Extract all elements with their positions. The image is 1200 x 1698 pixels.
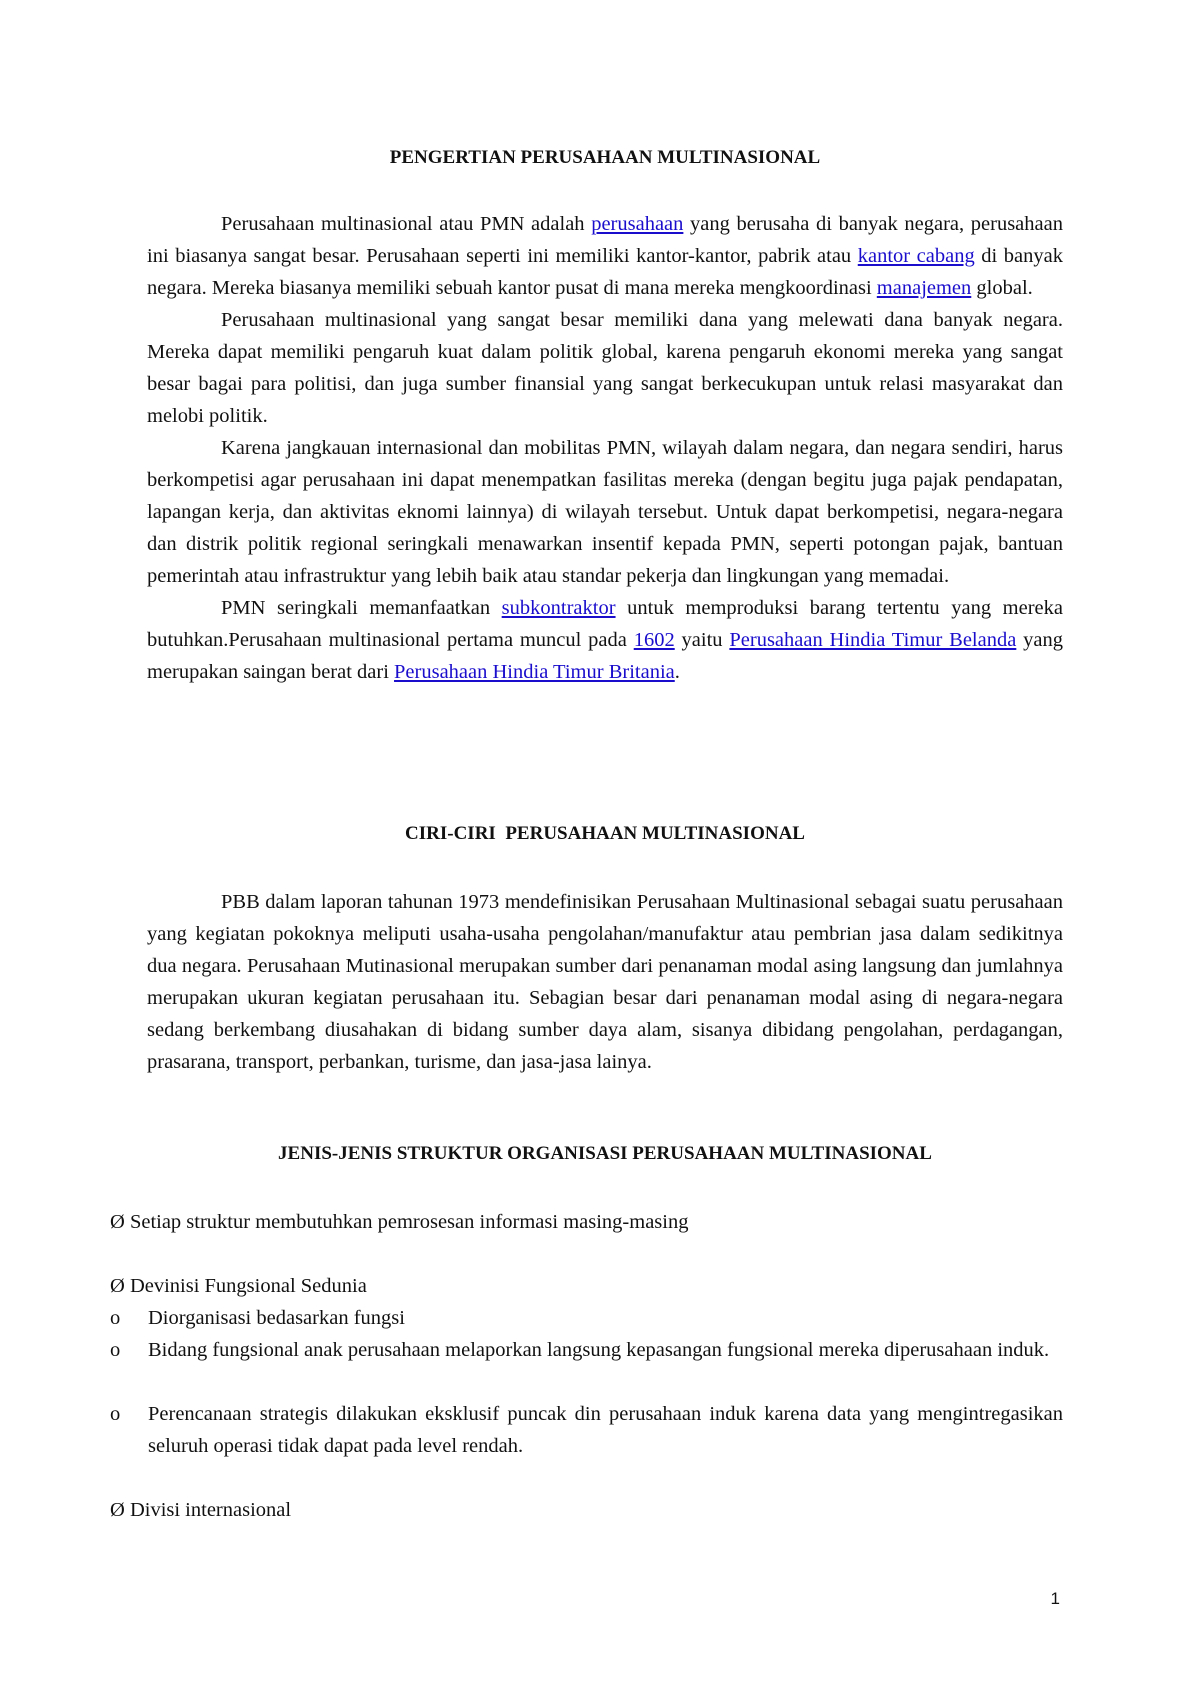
link-subkontraktor[interactable]: subkontraktor <box>501 597 616 619</box>
bullet-text: Divisi internasional <box>129 1499 292 1521</box>
bullet-marker: Ø <box>110 1499 125 1521</box>
section-pengertian <box>147 208 1063 688</box>
paragraph-text: PMN seringkali memanfaatkan <box>221 597 502 619</box>
paragraph-text: global. <box>971 277 1033 299</box>
sub-list-item <box>110 1302 1063 1334</box>
paragraph-text: yaitu <box>674 629 730 651</box>
paragraph-pbb: PBB dalam laporan tahunan 1973 mendefinisikan Perusahaan Multinasional sebagai suatu perusahaan yang kegiatan pokoknya meliputi usaha-usaha pengolahan/manufaktur atau pembrian jasa dalam sedikitnya dua negara. Perusahaan Mutinasional merupakan sumber dari penanaman modal asing langsung dan jumlahnya merupakan ukuran kegiatan perusahaan itu. Sebagian besar dari penanaman modal asing di negara-negara sedang berkembang diusahakan di bidang sumber daya alam, sisanya dibidang pengolahan, perdagangan, prasarana, transport, perbankan, turisme, dan jasa-jasa lainya. <box>147 891 1063 1073</box>
heading-ciri-ciri: CIRI-CIRI PERUSAHAAN MULTINASIONAL <box>405 823 805 844</box>
heading-pengertian: PENGERTIAN PERUSAHAAN MULTINASIONAL <box>389 147 821 168</box>
paragraph-text: di banyak negara. Mereka biasanya memiliki sebuah kantor pusat di mana mereka mengkoordinasi <box>147 245 1063 299</box>
paragraph-text: yang merupakan saingan berat dari <box>147 629 1064 683</box>
sub-list-item <box>110 1334 1063 1366</box>
sub-bullet-marker: o <box>110 1339 121 1361</box>
bullet-item <box>110 1270 1063 1302</box>
link-manajemen[interactable]: manajemen <box>876 277 972 299</box>
bullet-item <box>110 1494 1063 1526</box>
section-ciri-ciri <box>147 886 1063 1078</box>
paragraph-2: Perusahaan multinasional yang sangat besar memiliki dana yang melewati dana banyak negara. Mereka dapat memiliki pengaruh kuat dalam politik global, karena pengaruh ekonomi mereka yang sangat besar bagai para politisi, dan juga sumber finansial yang sangat berkecukupan untuk relasi masyarakat dan melobi politik. <box>147 309 1063 427</box>
link-kantor-cabang[interactable]: kantor cabang <box>857 245 975 267</box>
paragraph-text: Perusahaan multinasional atau PMN adalah <box>221 213 592 235</box>
sub-bullet-text: Bidang fungsional anak perusahaan melaporkan langsung kepasangan fungsional mereka diperusahaan induk. <box>148 1339 1050 1361</box>
sub-bullet-text: Perencanaan strategis dilakukan eksklusif puncak din perusahaan induk karena data yang mengintregasikan seluruh operasi tidak dapat pada level rendah. <box>148 1403 1063 1457</box>
heading-jenis-jenis: JENIS-JENIS STRUKTUR ORGANISASI PERUSAHAAN MULTINASIONAL <box>278 1143 932 1164</box>
paragraph-4 <box>147 592 1063 688</box>
paragraph-text: untuk memproduksi barang tertentu yang mereka butuhkan.Perusahaan multinasional pertama muncul pada <box>147 597 1063 651</box>
link-perusahaan-hindia-timur-britania[interactable]: Perusahaan Hindia Timur Britania <box>394 661 675 683</box>
page-number: 1 <box>1050 1589 1060 1608</box>
bullet-marker: Ø <box>110 1275 125 1297</box>
bullet-item <box>110 1206 1063 1238</box>
paragraph-text: yang berusaha di banyak negara, perusahaan ini biasanya sangat besar. Perusahaan seperti ini memiliki kantor-kantor, pabrik atau <box>147 213 1063 267</box>
bullet-marker: Ø <box>110 1211 125 1233</box>
link-perusahaan-hindia-timur-belanda[interactable]: Perusahaan Hindia Timur Belanda <box>729 629 1017 651</box>
link-1602[interactable]: 1602 <box>633 629 675 651</box>
bullet-text: Setiap struktur membutuhkan pemrosesan informasi masing-masing <box>129 1211 689 1233</box>
paragraph-3: Karena jangkauan internasional dan mobilitas PMN, wilayah dalam negara, dan negara sendiri, harus berkompetisi agar perusahaan ini dapat menempatkan fasilitas mereka (dengan begitu juga pajak pendapatan, lapangan kerja, dan aktivitas eknomi lainnya) di wilayah tersebut. Untuk dapat berkompetisi, negara-negara dan distrik politik regional seringkali menawarkan insentif kepada PMN, seperti potongan pajak, bantuan pemerintah atau infrastruktur yang lebih baik atau standar pekerja dan lingkungan yang memadai. <box>147 437 1063 587</box>
sub-bullet-marker: o <box>110 1307 121 1329</box>
sub-bullet-marker: o <box>110 1403 121 1425</box>
paragraph-text: . <box>674 661 680 683</box>
bullet-text: Devinisi Fungsional Sedunia <box>129 1275 367 1297</box>
sub-bullet-text: Diorganisasi bedasarkan fungsi <box>148 1307 405 1329</box>
paragraph-1 <box>147 208 1063 304</box>
sub-list-item <box>110 1398 1063 1462</box>
link-perusahaan[interactable]: perusahaan <box>591 213 684 235</box>
